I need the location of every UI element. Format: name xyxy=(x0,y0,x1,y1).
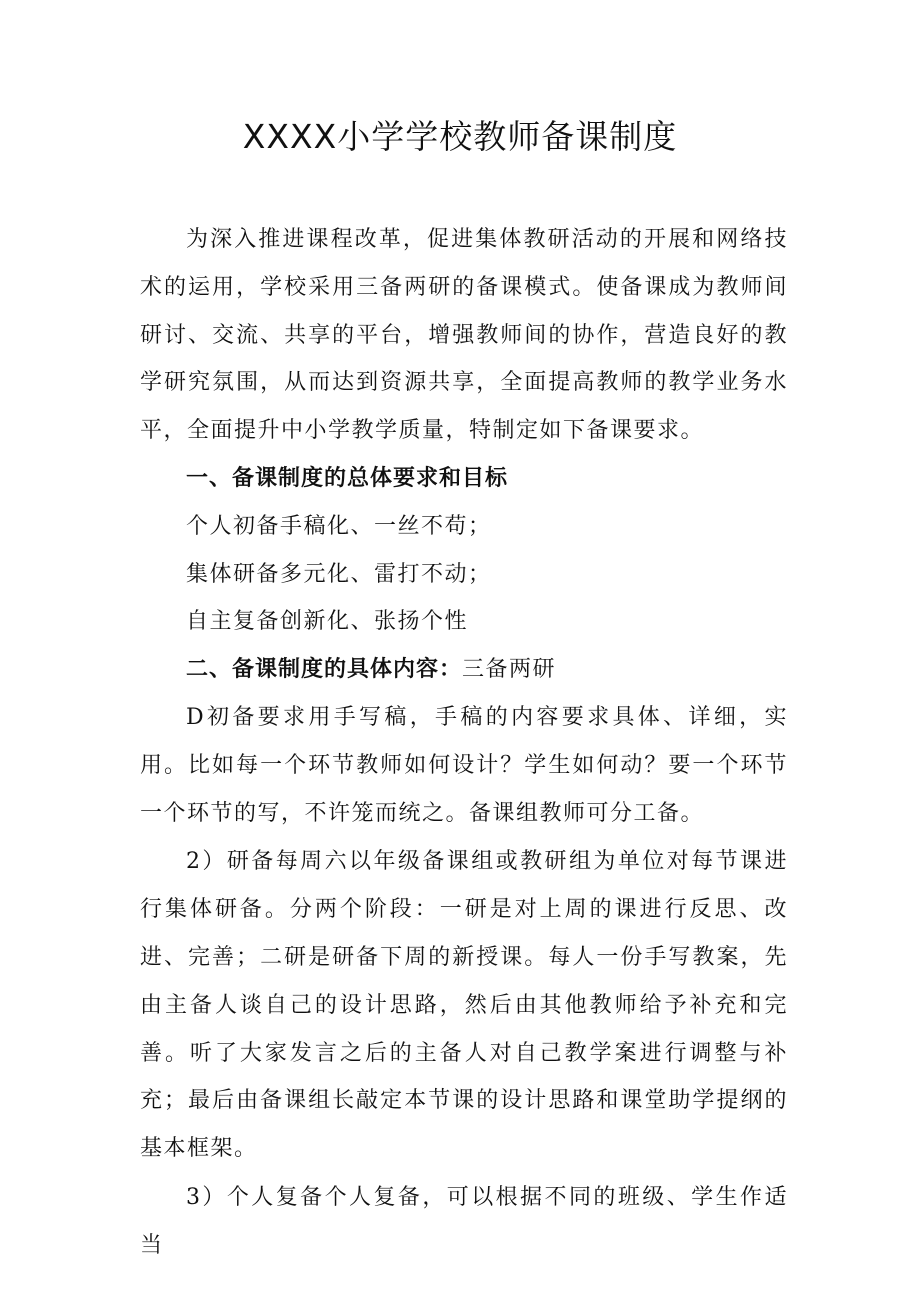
document-title: XXXX小学学校教师备课制度 xyxy=(242,117,678,156)
section-1-heading xyxy=(140,455,788,503)
section-2-heading xyxy=(140,646,788,694)
section-2-heading-suffix: 三备两研 xyxy=(462,657,557,683)
section-2-paragraph-3: 3）个人复备个人复备，可以根据不同的班级、学生作适当 xyxy=(140,1184,788,1258)
document-body xyxy=(140,216,788,1270)
section-2-heading-text: 二、备课制度的具体内容： xyxy=(186,657,463,683)
section-1-item-3: 自主复备创新化、张扬个性 xyxy=(186,609,469,635)
section-1-heading-text: 一、备课制度的总体要求和目标 xyxy=(186,465,509,491)
section-1-item-2: 集体研备多元化、雷打不动； xyxy=(186,561,492,587)
section-1-item-1: 个人初备手稿化、一丝不苟； xyxy=(186,513,492,539)
intro-paragraph: 为深入推进课程改革，促进集体教研活动的开展和网络技术的运用，学校采用三备两研的备课模式。使备课成为教师间研讨、交流、共享的平台，增强教师间的协作，营造良好的教学研究氛围，从而达到资源共享，全面提高教师的教学业务水平，全面提升中小学教学质量，特制定如下备课要求。 xyxy=(140,227,788,444)
section-2-paragraph-1: D初备要求用手写稿，手稿的内容要求具体、详细，实用。比如每一个环节教师如何设计？学生如何动？要一个环节一个环节的写，不许笼而统之。备课组教师可分工备。 xyxy=(140,704,788,826)
section-2-paragraph-2: 2）研备每周六以年级备课组或教研组为单位对每节课进行集体研备。分两个阶段：一研是对上周的课进行反思、改进、完善；二研是研备下周的新授课。每人一份手写教案，先由主备人谈自己的设计思路，然后由其他教师给予补充和完善。听了大家发言之后的主备人对自己教学案进行调整与补充；最后由备课组长敲定本节课的设计思路和课堂助学提纲的基本框架。 xyxy=(140,849,788,1162)
